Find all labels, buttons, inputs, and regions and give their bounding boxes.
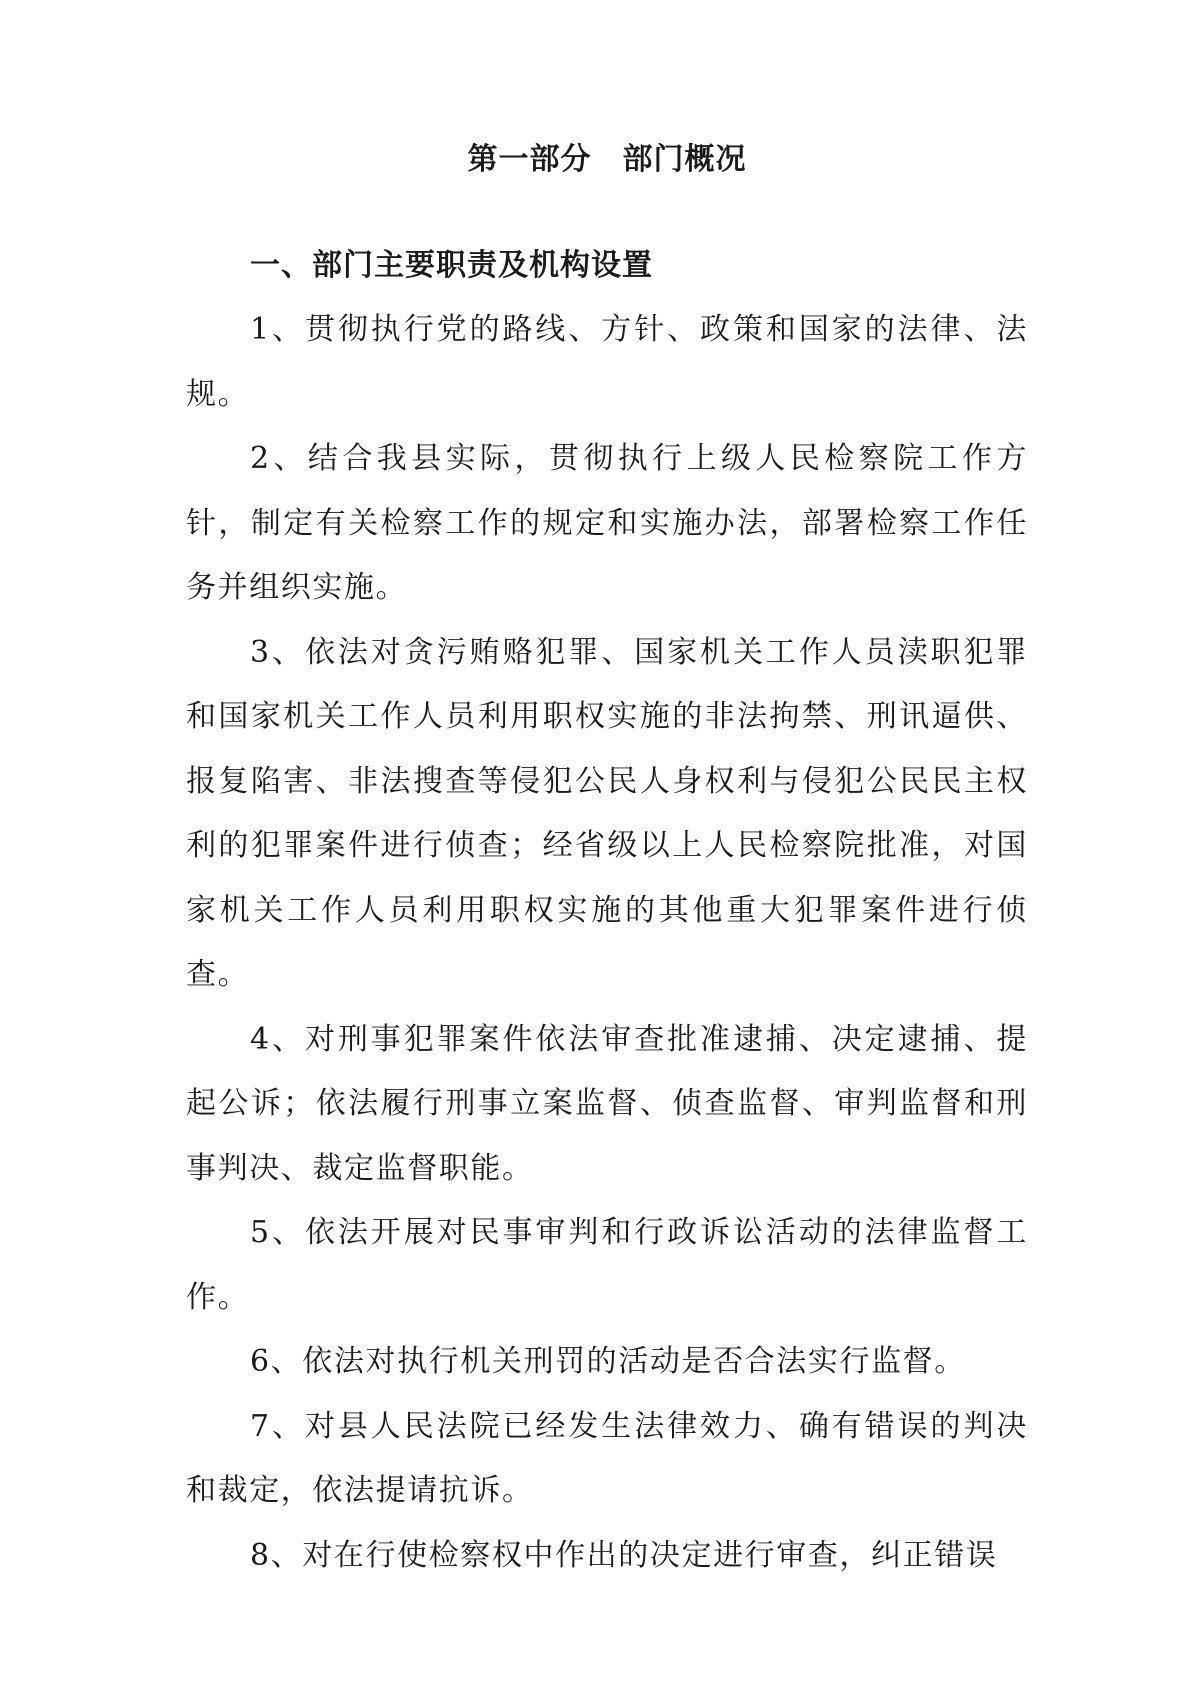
paragraph-3: 3、依法对贪污贿赂犯罪、国家机关工作人员渎职犯罪和国家机关工作人员利用职权实施的非法拘禁、刑讯逼供、报复陷害、非法搜查等侵犯公民人身权利与侵犯公民民主权利的犯罪案件进行侦查；经省级以上人民检察院批准，对国家机关工作人员利用职权实施的其他重大犯罪案件进行侦查。 [186, 634, 1028, 992]
paragraph-5: 5、依法开展对民事审判和行政诉讼活动的法律监督工作。 [186, 1215, 1028, 1315]
paragraph-7: 7、对县人民法院已经发生法律效力、确有错误的判决和裁定，依法提请抗诉。 [186, 1408, 1028, 1508]
paragraph-8: 8、对在行使检察权中作出的决定进行审查，纠正错误 [250, 1537, 998, 1573]
paragraph-4: 4、对刑事犯罪案件依法审查批准逮捕、决定逮捕、提起公诉；依法履行刑事立案监督、侦查监督、审判监督和刑事判决、裁定监督职能。 [186, 1021, 1028, 1186]
page-title: 第一部分 部门概况 [467, 142, 747, 177]
document-body [186, 140, 1028, 1588]
paragraph-1: 1、贯彻执行党的路线、方针、政策和国家的法律、法规。 [186, 312, 1028, 412]
paragraph-2: 2、结合我县实际，贯彻执行上级人民检察院工作方针，制定有关检察工作的规定和实施办法，部署检察工作任务并组织实施。 [186, 441, 1028, 605]
section-heading: 一、部门主要职责及机构设置 [250, 248, 653, 283]
paragraph-6: 6、依法对执行机关刑罚的活动是否合法实行监督。 [250, 1344, 966, 1379]
